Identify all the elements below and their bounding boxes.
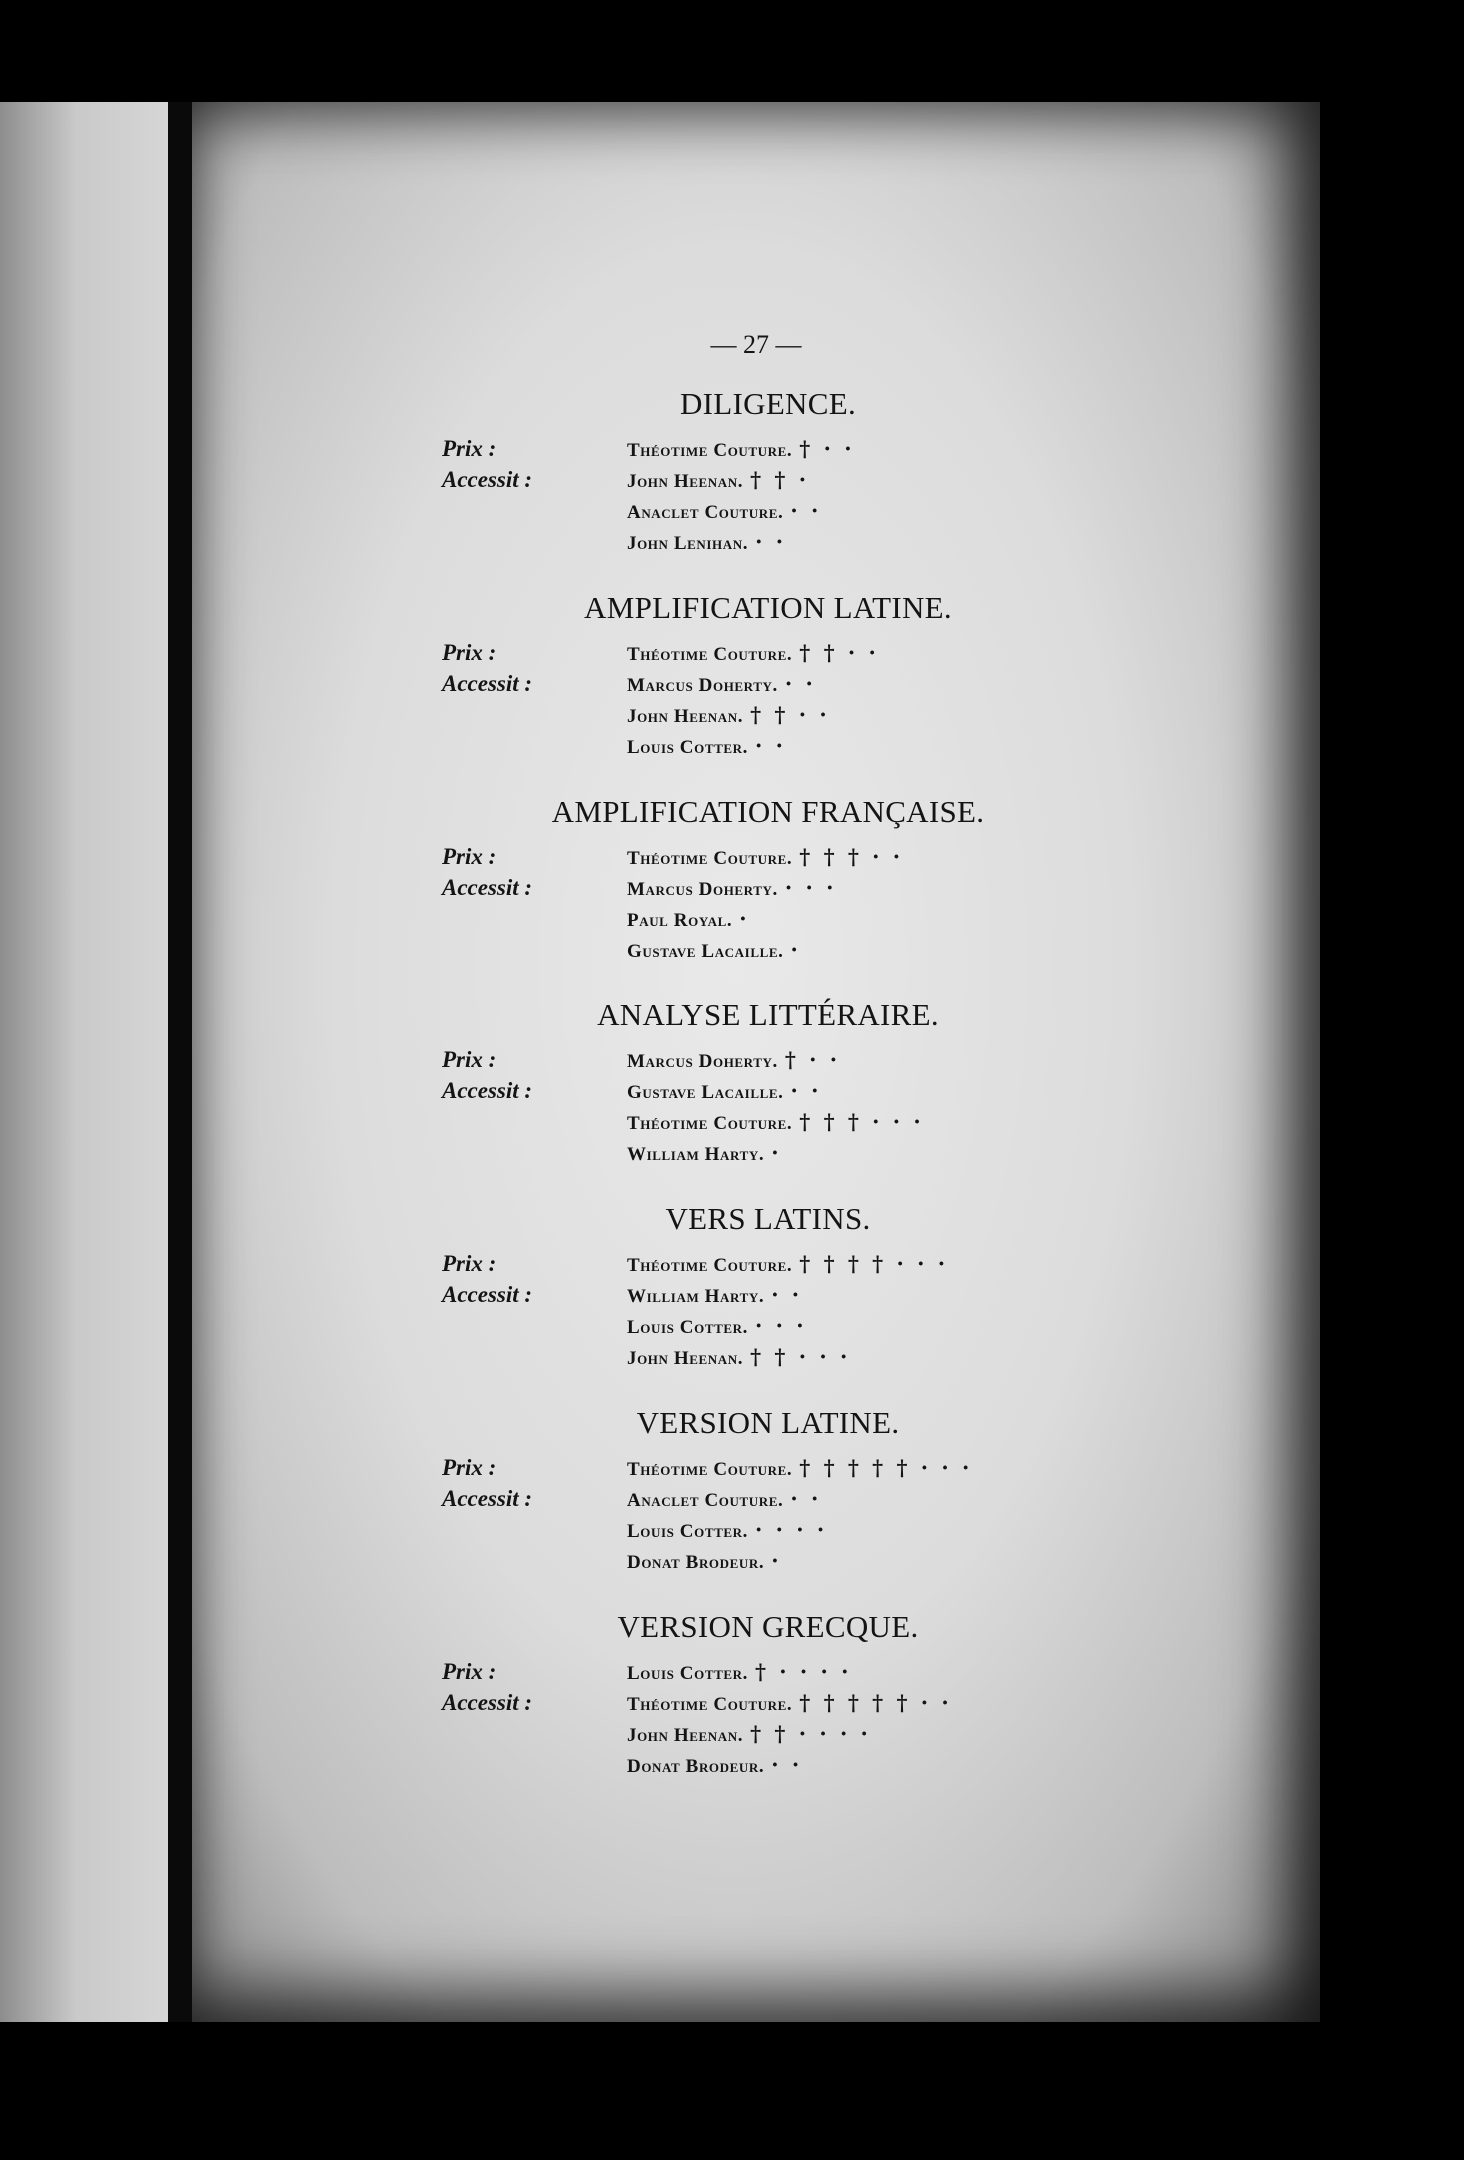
student-name-text: Théotime Couture. [627, 1113, 793, 1134]
award-label: Prix : [442, 1047, 497, 1072]
distinction-marks: · [771, 1140, 782, 1165]
student-name-text: Louis Cotter. [627, 1317, 748, 1338]
section-version-latine [192, 1405, 1320, 1579]
award-row [192, 1344, 1320, 1375]
student-name [627, 1140, 782, 1166]
student-name [627, 937, 801, 963]
student-name [627, 1690, 952, 1716]
student-name-text: John Heenan. [627, 706, 744, 727]
student-name-text: Théotime Couture. [627, 440, 793, 461]
award-row [192, 1109, 1320, 1140]
award-label: Prix : [442, 436, 497, 461]
student-name-text: Anaclet Couture. [627, 502, 784, 523]
student-name [627, 1548, 782, 1574]
student-name-text: Donat Brodeur. [627, 1756, 765, 1777]
student-name-text: John Heenan. [627, 1725, 744, 1746]
student-name [627, 1109, 924, 1135]
section-title: AMPLIFICATION FRANÇAISE. [551, 794, 985, 829]
award-row [192, 467, 1320, 498]
award-row [192, 1752, 1320, 1783]
award-row [192, 1486, 1320, 1517]
distinction-marks: † † · · · · [750, 1721, 871, 1746]
award-row [192, 733, 1320, 764]
distinction-marks: · · [755, 733, 786, 758]
student-name [627, 1047, 840, 1073]
award-row [192, 1140, 1320, 1171]
student-name [627, 1455, 972, 1481]
award-label: Accessit : [442, 1486, 533, 1511]
distinction-marks: · · [790, 1486, 822, 1511]
student-name-text: William Harty. [627, 1144, 765, 1165]
distinction-marks: † † † † † · · [799, 1690, 952, 1715]
section-vers-latins [192, 1201, 1320, 1375]
award-row [192, 1659, 1320, 1690]
award-row [192, 844, 1320, 875]
section-title: AMPLIFICATION LATINE. [584, 590, 952, 625]
award-row [192, 498, 1320, 529]
student-name-text: William Harty. [627, 1286, 765, 1307]
distinction-marks: · [739, 906, 750, 931]
award-row [192, 1548, 1320, 1579]
award-label: Prix : [442, 1659, 497, 1684]
distinction-marks: † † · · · [750, 1344, 851, 1369]
section-amplification-latine [192, 590, 1320, 764]
student-name-text: Marcus Doherty. [627, 1051, 778, 1072]
student-name [627, 1486, 821, 1512]
award-label: Accessit : [442, 1078, 533, 1103]
distinction-marks: · · [755, 529, 787, 554]
student-name-text: John Heenan. [627, 471, 744, 492]
student-name [627, 875, 836, 901]
student-name-text: Louis Cotter. [627, 737, 748, 758]
award-row [192, 640, 1320, 671]
student-name [627, 498, 821, 524]
student-name [627, 1078, 821, 1104]
student-name-text: Gustave Lacaille. [627, 941, 784, 962]
distinction-marks: † † · · [799, 640, 879, 665]
award-label: Accessit : [442, 1282, 533, 1307]
student-name [627, 702, 830, 728]
student-name-text: Théotime Couture. [627, 1459, 793, 1480]
student-name [627, 1517, 827, 1543]
student-name [627, 436, 855, 462]
distinction-marks: † † · [750, 467, 810, 492]
award-label: Prix : [442, 844, 497, 869]
distinction-marks: † † † · · [799, 844, 904, 869]
section-title: ANALYSE LITTÉRAIRE. [597, 997, 939, 1032]
award-row [192, 1721, 1320, 1752]
distinction-marks: · · · [755, 1313, 807, 1338]
section-amplification-francaise [192, 794, 1320, 968]
award-row [192, 529, 1320, 560]
award-label: Accessit : [442, 1690, 533, 1715]
distinction-marks: † † † † † · · · [799, 1455, 973, 1480]
award-row [192, 702, 1320, 733]
student-name [627, 906, 750, 932]
award-row [192, 1455, 1320, 1486]
student-name-text: Théotime Couture. [627, 644, 793, 665]
distinction-marks: † · · [784, 1047, 841, 1072]
student-name [627, 467, 809, 493]
student-name [627, 844, 903, 870]
distinction-marks: · · · · [755, 1517, 828, 1542]
student-name-text: Théotime Couture. [627, 848, 793, 869]
section-title: DILIGENCE. [679, 386, 857, 421]
distinction-marks: · · [790, 498, 822, 523]
award-row [192, 1313, 1320, 1344]
student-name-text: Théotime Couture. [627, 1694, 793, 1715]
distinction-marks: † · · · · [755, 1659, 852, 1684]
student-name [627, 640, 879, 666]
student-name-text: Paul Royal. [627, 910, 733, 931]
section-diligence [192, 386, 1320, 560]
award-label: Accessit : [442, 875, 533, 900]
distinction-marks: † † † · · · [799, 1109, 924, 1134]
adjacent-page-edge [0, 102, 168, 2022]
student-name-text: John Heenan. [627, 1348, 744, 1369]
student-name-text: Donat Brodeur. [627, 1552, 765, 1573]
student-name [627, 1282, 802, 1308]
distinction-marks: † † · · [750, 702, 830, 727]
student-name [627, 1251, 948, 1277]
student-name [627, 1752, 802, 1778]
student-name-text: Marcus Doherty. [627, 879, 778, 900]
distinction-marks: † · · [799, 436, 855, 461]
page-number: — 27 — [710, 330, 802, 359]
award-row [192, 1251, 1320, 1282]
award-label: Prix : [442, 1251, 497, 1276]
section-title: VERSION GRECQUE. [617, 1609, 919, 1644]
student-name [627, 733, 786, 759]
distinction-marks: † † † † · · · [799, 1251, 949, 1276]
award-row [192, 671, 1320, 702]
student-name-text: Louis Cotter. [627, 1663, 748, 1684]
student-name-text: Gustave Lacaille. [627, 1082, 784, 1103]
distinction-marks: · · [790, 1078, 822, 1103]
award-row [192, 1282, 1320, 1313]
student-name-text: Louis Cotter. [627, 1521, 748, 1542]
award-row [192, 906, 1320, 937]
distinction-marks: · [771, 1548, 782, 1573]
award-row [192, 1047, 1320, 1078]
award-row [192, 1078, 1320, 1109]
student-name-text: Théotime Couture. [627, 1255, 793, 1276]
distinction-marks: · · [784, 671, 816, 696]
award-row [192, 875, 1320, 906]
section-version-grecque [192, 1609, 1320, 1783]
student-name [627, 671, 816, 697]
document-page [192, 102, 1320, 2022]
award-label: Accessit : [442, 467, 533, 492]
award-row [192, 436, 1320, 467]
award-label: Prix : [442, 1455, 497, 1480]
student-name [627, 529, 786, 555]
student-name-text: Marcus Doherty. [627, 675, 778, 696]
distinction-marks: · · · [784, 875, 837, 900]
award-label: Accessit : [442, 671, 533, 696]
distinction-marks: · · [771, 1282, 803, 1307]
book-gutter [168, 102, 192, 2022]
student-name [627, 1721, 871, 1747]
section-analyse-litteraire [192, 997, 1320, 1171]
section-title: VERS LATINS. [665, 1201, 871, 1236]
distinction-marks: · · [771, 1752, 803, 1777]
student-name [627, 1313, 807, 1339]
student-name [627, 1344, 850, 1370]
distinction-marks: · [790, 937, 801, 962]
award-row [192, 937, 1320, 968]
student-name [627, 1659, 851, 1685]
student-name-text: Anaclet Couture. [627, 1490, 784, 1511]
award-label: Prix : [442, 640, 497, 665]
award-row [192, 1517, 1320, 1548]
student-name-text: John Lenihan. [627, 533, 749, 554]
award-row [192, 1690, 1320, 1721]
section-title: VERSION LATINE. [636, 1405, 900, 1440]
